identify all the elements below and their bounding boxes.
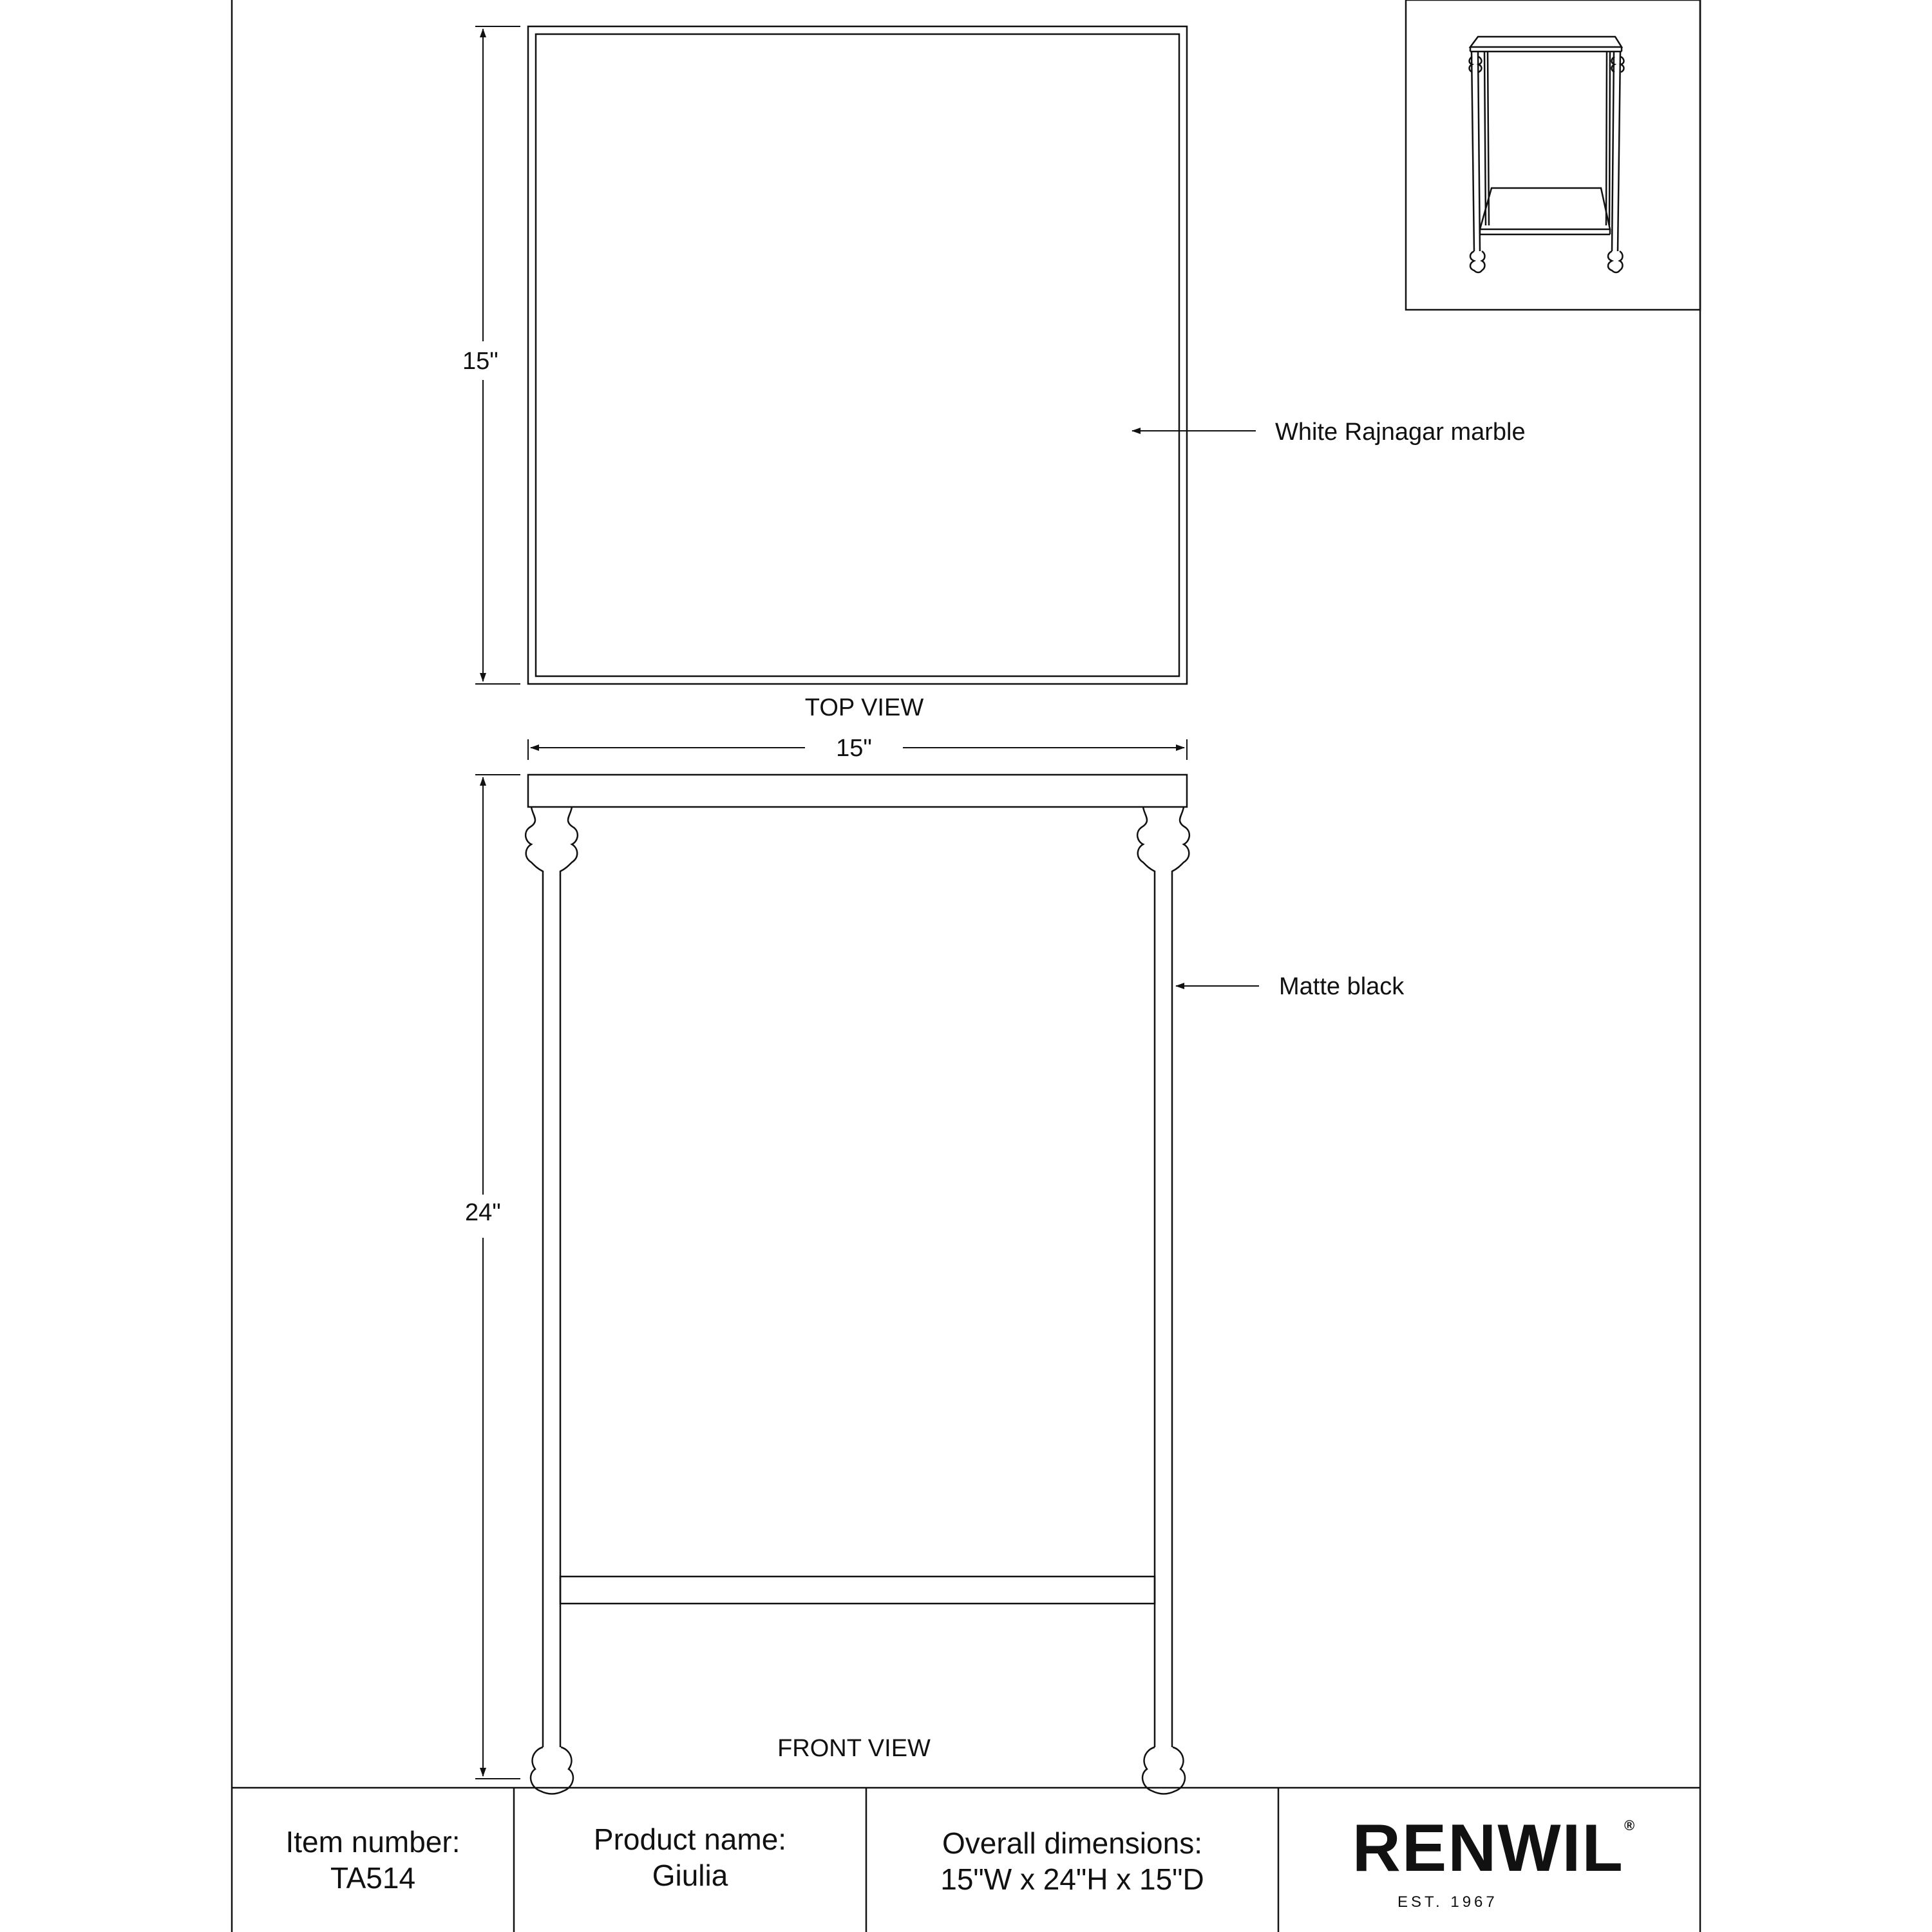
sheet-border xyxy=(232,0,1700,1932)
front-view-table xyxy=(526,775,1189,1794)
matte-black-callout-label: Matte black xyxy=(1279,973,1405,1000)
front-view-label: FRONT VIEW xyxy=(777,1735,931,1762)
registered-mark-icon: ® xyxy=(1624,1817,1636,1833)
renwil-logo xyxy=(1288,1811,1700,1911)
thumbnail-table-sketch xyxy=(1470,37,1624,272)
item-number-cell xyxy=(232,1824,514,1896)
product-name-label: Product name: xyxy=(593,1823,787,1856)
product-name-cell xyxy=(514,1821,866,1893)
brand-established: EST. 1967 xyxy=(1397,1893,1498,1911)
top-view-outline xyxy=(528,26,1187,684)
top-view-depth-label: 15" xyxy=(462,348,498,375)
item-number-label: Item number: xyxy=(285,1825,460,1859)
front-view-height-label: 24" xyxy=(465,1199,501,1226)
brand-name: RENWIL xyxy=(1352,1811,1624,1886)
top-view-label: TOP VIEW xyxy=(804,694,924,721)
marble-callout-label: White Rajnagar marble xyxy=(1275,419,1526,446)
overall-dimensions-label: Overall dimensions: xyxy=(942,1826,1202,1860)
product-name-value: Giulia xyxy=(652,1859,728,1892)
overall-dimensions-value: 15"W x 24"H x 15"D xyxy=(940,1862,1204,1896)
overall-dimensions-cell xyxy=(866,1825,1278,1897)
front-view-height-dimension xyxy=(475,775,520,1779)
front-view-width-label: 15" xyxy=(829,736,878,761)
item-number-value: TA514 xyxy=(330,1861,416,1895)
